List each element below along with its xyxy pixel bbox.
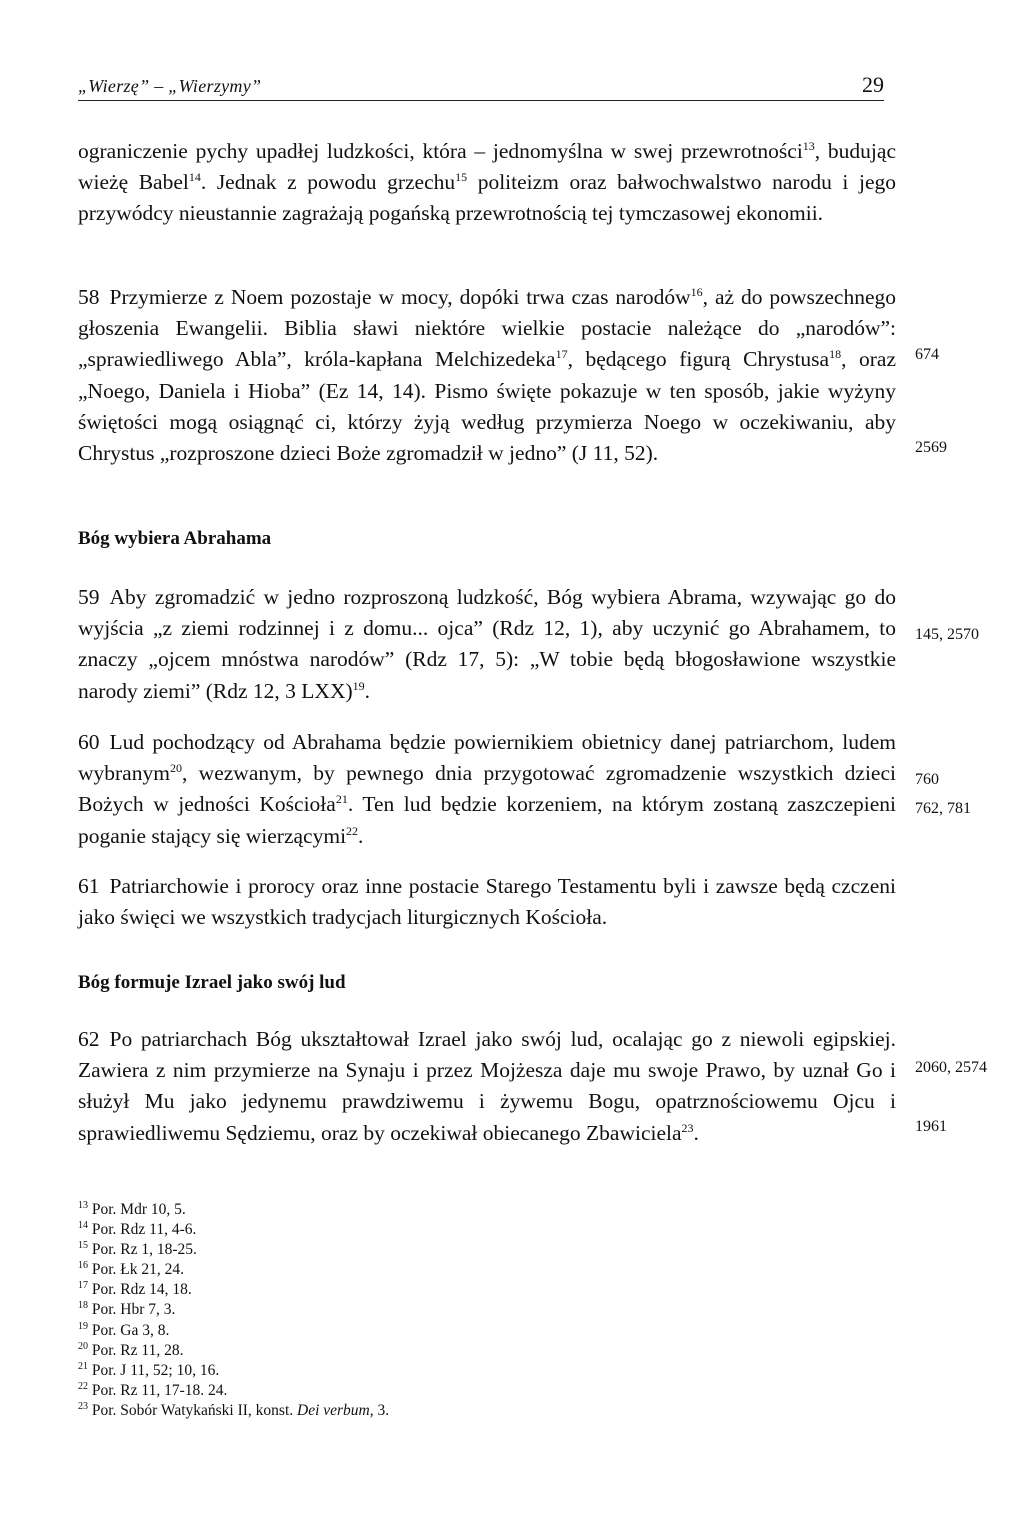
footnote-text: Por. Hbr 7, 3.	[91, 1301, 176, 1319]
paragraph-58	[78, 282, 896, 469]
footnote-text: Por. Sobór Watykański II, konst.	[91, 1401, 298, 1419]
text-run: . Jednak z powodu grzechu	[200, 170, 456, 195]
text-run: ograniczenie pychy upadłej ludzkości, która – jednomyślna w swej przewrotności	[78, 139, 803, 163]
footnote-ref: 23	[681, 1120, 694, 1135]
footnote-number: 14	[78, 1219, 88, 1231]
paragraph-intro	[78, 136, 896, 230]
text-run: , wezwanym, by pewnego dnia przygotować zgromadzenie wszystkich dzieci Bożych w jedności Kościoła	[78, 761, 896, 817]
paragraph-61	[78, 871, 896, 933]
footnote-text: Por. Mdr 10, 5.	[91, 1201, 186, 1218]
text-run: Patriarchowie i prorocy oraz inne postacie Starego Testamentu byli i zawsze będą czczeni jako święci we wszystkich tradycjach liturgicznych Kościoła.	[78, 874, 896, 930]
margin-reference: 674	[915, 346, 939, 363]
footnote-number: 21	[78, 1360, 88, 1372]
section-heading: Bóg wybiera Abrahama	[78, 528, 272, 549]
paragraph-number: 61	[78, 874, 100, 898]
footnote	[78, 1321, 778, 1341]
footnote-number: 20	[78, 1340, 88, 1352]
footnote-number: 17	[78, 1280, 88, 1292]
footnote-number: 13	[78, 1199, 88, 1211]
text-run: , oraz „Noego, Daniela i Hioba” (Ez 14, 14). Pismo święte pokazuje w ten sposób, jakie wyżyny świętości mogą osiągnąć ci, którzy żyją według przymierza Noego w oczekiwaniu, aby Chrystus „rozproszone dzieci Boże zgromadził w jedno” (J 11, 52).	[78, 347, 897, 466]
footnote-italic-title: Dei verbum	[297, 1401, 370, 1419]
paragraph-60	[78, 727, 896, 852]
paragraph-number: 58	[78, 285, 100, 309]
footnote-text: Por. Łk 21, 24.	[91, 1261, 185, 1279]
footnote-text: Por. Rdz 11, 4-6.	[91, 1221, 197, 1239]
text-run: Po patriarchach Bóg ukształtował Izrael jako swój lud, ocalając go z niewoli egipskiej. Zawiera z nim przymierze na Synaju i przez Mojżesza daje mu swoje Prawo, by uznał Go i służył Mu jako jedynemu prawdziwemu i żywemu Bogu, opatrznościowemu Ojcu i sprawiedliwemu Sędziemu, oraz by oczekiwał obiecanego Zbawiciela	[78, 1027, 896, 1145]
paragraph-59	[78, 582, 896, 707]
footnote	[78, 1300, 778, 1320]
paragraph-number: 60	[78, 730, 100, 754]
text-run: Lud pochodzący od Abrahama będzie powiernikiem obietnicy danej patriarchom, ludem wybranym	[78, 730, 896, 786]
footnote-ref: 13	[802, 138, 815, 153]
paragraph-62	[78, 1024, 896, 1149]
footnote-text: Por. Rz 1, 18-25.	[91, 1241, 197, 1259]
text-run: .	[364, 678, 371, 703]
footnote-number: 19	[78, 1320, 88, 1332]
footnote-ref: 14	[188, 170, 201, 185]
footnote-number: 18	[78, 1300, 88, 1312]
page-header	[78, 72, 884, 101]
footnote-number: 16	[78, 1260, 88, 1272]
section-heading: Bóg formuje Izrael jako swój lud	[78, 972, 346, 993]
footnote-text: Por. J 11, 52; 10, 16.	[91, 1361, 220, 1379]
margin-reference: 2060, 2574	[915, 1059, 987, 1076]
margin-reference: 2569	[915, 439, 947, 456]
footnote-ref: 22	[346, 823, 359, 838]
footnote-text-tail: , 3.	[369, 1401, 390, 1419]
margin-reference: 145, 2570	[915, 626, 979, 643]
margin-reference: 760	[915, 771, 939, 788]
footnote	[78, 1341, 778, 1361]
footnote	[78, 1200, 778, 1220]
footnote-text: Por. Ga 3, 8.	[91, 1321, 170, 1339]
margin-reference: 762, 781	[915, 800, 971, 817]
footnote-ref: 20	[169, 761, 182, 776]
footnote-ref: 19	[352, 678, 365, 693]
footnote-ref: 18	[829, 347, 842, 362]
footnote	[78, 1401, 778, 1421]
text-run: politeizm oraz bałwochwalstwo narodu i jego przywódcy nieustannie zagrażają pogańską przewrotnością tej tymczasowej ekonomii.	[78, 170, 896, 226]
text-run: .	[358, 823, 364, 848]
footnote	[78, 1361, 778, 1381]
footnote-number: 23	[78, 1400, 88, 1412]
footnote-text: Por. Rdz 14, 18.	[91, 1281, 192, 1299]
footnote-text: Por. Rz 11, 17-18. 24.	[91, 1381, 228, 1399]
paragraph-number: 62	[78, 1027, 100, 1051]
text-run: Przymierze z Noem pozostaje w mocy, dopóki trwa czas narodów	[109, 285, 691, 309]
footnote	[78, 1381, 778, 1401]
margin-reference: 1961	[915, 1118, 947, 1135]
text-run: Aby zgromadzić w jedno rozproszoną ludzkość, Bóg wybiera Abrama, wzywając go do wyjścia „z ziemi rodzinnej i z domu... ojca” (Rdz 12, 1), aby uczynić go Abrahamem, to znaczy „ojcem mnóstwa narodów” (Rdz 17, 5): „W tobie będą błogosławione wszystkie narody ziemi” (Rdz 12, 3 LXX)	[78, 585, 896, 703]
paragraph-number: 59	[78, 585, 100, 609]
footnote	[78, 1220, 778, 1240]
footnote-ref: 15	[455, 170, 468, 185]
footnote	[78, 1240, 778, 1260]
footnote-ref: 17	[555, 347, 568, 362]
text-run: , będącego figurą Chrystusa	[567, 347, 830, 372]
footnotes	[78, 1200, 778, 1421]
footnote-ref: 16	[690, 284, 703, 299]
page-number: 29	[862, 72, 884, 97]
footnote	[78, 1260, 778, 1280]
running-title: „Wierzę” – „Wierzymy”	[78, 76, 262, 96]
footnote-ref: 21	[335, 792, 348, 807]
text-run: , aż do powszechnego głoszenia Ewangelii. Biblia sławi niektóre wielkie postacie należące do „narodów”: „sprawiedliwego Abla”, króla-kapłana Melchizedeka	[78, 285, 896, 372]
text-run: .	[693, 1120, 699, 1145]
footnote-number: 15	[78, 1240, 88, 1252]
footnote	[78, 1280, 778, 1300]
text-run: , budując wieżę Babel	[78, 139, 896, 195]
footnote-number: 22	[78, 1380, 88, 1392]
text-run: . Ten lud będzie korzeniem, na którym zostaną zaszczepieni poganie stający się wierzącymi	[78, 792, 897, 848]
footnote-text: Por. Rz 11, 28.	[91, 1341, 184, 1359]
